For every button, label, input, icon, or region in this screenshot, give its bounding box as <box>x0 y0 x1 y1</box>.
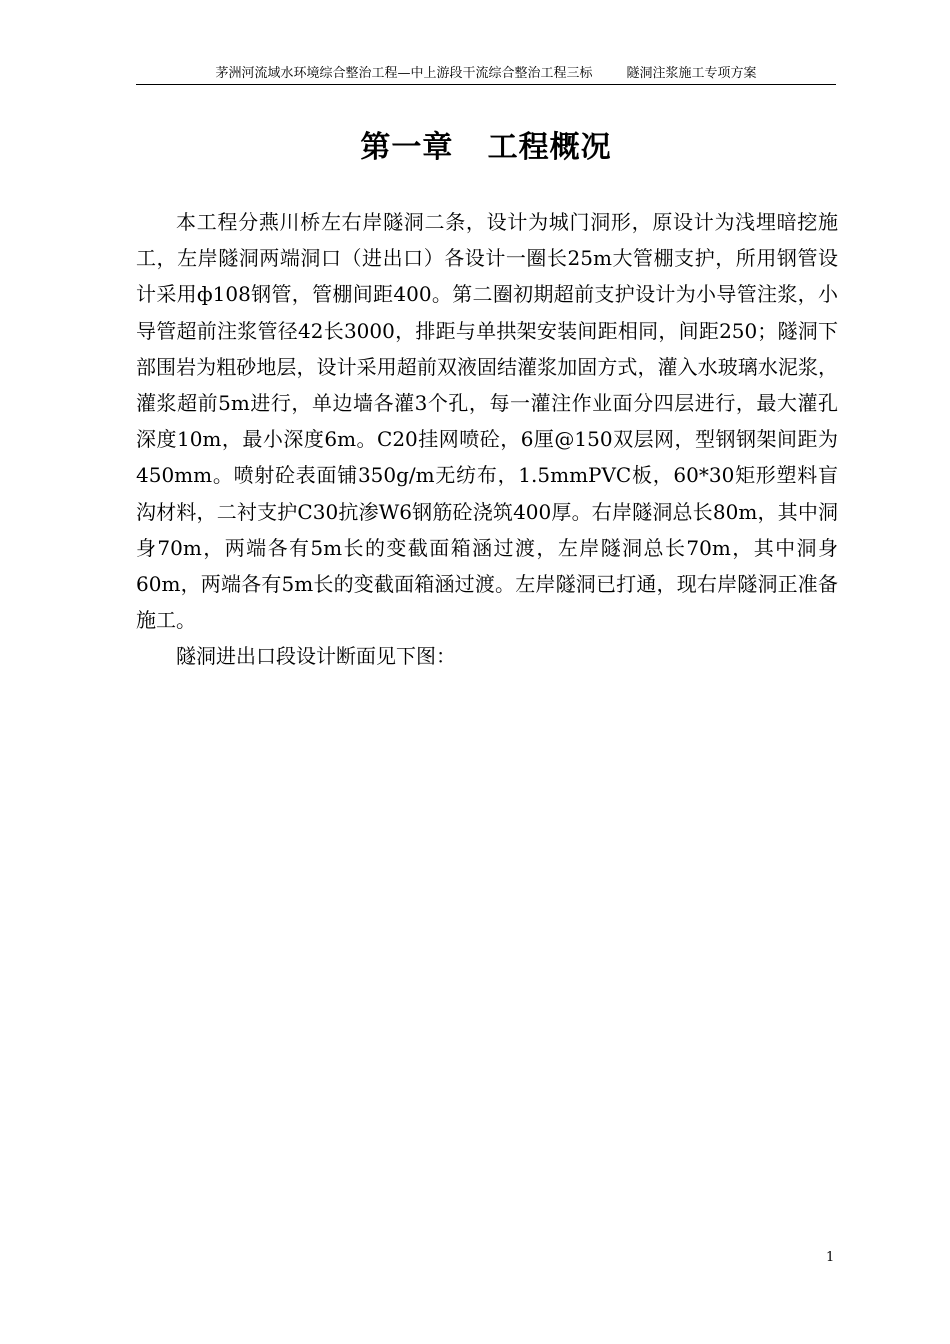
header-project-name: 茅洲河流域水环境综合整治工程—中上游段干流综合整治工程三标 <box>215 66 593 81</box>
running-header <box>136 64 836 85</box>
document-body <box>136 204 838 675</box>
paragraph-section-drawing-note: 隧洞进出口段设计断面见下图： <box>176 644 456 669</box>
page-number: 1 <box>826 1250 835 1265</box>
chapter-title: 第一章 工程概况 <box>360 130 612 165</box>
paragraph-project-overview: 本工程分燕川桥左右岸隧洞二条，设计为城门洞形，原设计为浅埋暗挖施工，左岸隧洞两端洞口（进出口）各设计一圈长25m大管棚支护，所用钢管设计采用ф108钢管，管棚间距400。第二圈初期超前支护设计为小导管注浆，小导管超前注浆管径42长3000，排距与单拱架安装间距相同，间距250；隧洞下部围岩为粗砂地层，设计采用超前双液固结灌浆加固方式，灌入水玻璃水泥浆，灌浆超前5m进行，单边墙各灌3个孔，每一灌注作业面分四层进行，最大灌孔深度10m，最小深度6m。C20挂网喷砼，6厘@150双层网，型钢钢架间距为450mm。喷射砼表面铺350g/m无纺布，1.5mmPVC板，60*30矩形塑料盲沟材料，二衬支护C30抗渗W6钢筋砼浇筑400厚。右岸隧洞总长80m，其中洞身70m，两端各有5m长的变截面箱涵过渡，左岸隧洞总长70m，其中洞身60m，两端各有5m长的变截面箱涵过渡。左岸隧洞已打通，现右岸隧洞正准备施工。 <box>136 210 838 633</box>
header-document-type: 隧洞注浆施工专项方案 <box>626 66 757 81</box>
